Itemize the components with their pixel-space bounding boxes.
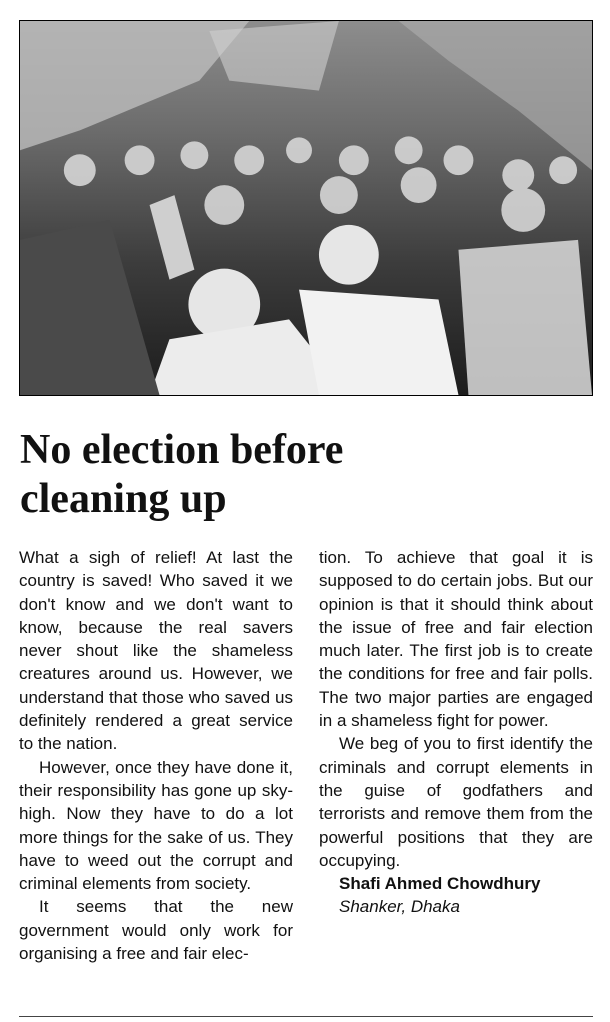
letter-column-right: [319, 546, 593, 919]
signature-name: Shafi Ahmed Chowdhury: [339, 874, 541, 894]
bottom-divider: [19, 1016, 593, 1017]
headline-line-2: cleaning up: [20, 476, 227, 522]
body-paragraph: However, once they have done it, their responsibility has gone up sky-high. Now they have to do a lot more things for the sake of us. They have to weed out the corrupt and criminal elements from society.: [19, 757, 293, 894]
body-paragraph: What a sigh of relief! At last the country is saved! Who saved it we don't know and we don't want to know, because the real savers never shout like the shameless creatures around us. However, we understand that those who saved us definitely rendered a great service to the nation.: [19, 548, 293, 754]
body-paragraph: tion. To achieve that goal it is supposed to do certain jobs. But our opinion is that it should think about the issue of free and fair election much later. The first job is to create the conditions for free and fair polls. The two major parties are engaged in a shameless fight for power.: [319, 548, 593, 731]
letter-column-left: [19, 546, 293, 965]
protest-crowd-image: [20, 21, 592, 395]
protest-photo: [19, 20, 593, 396]
body-paragraph: It seems that the new government would only work for organising a free and fair elec-: [19, 897, 293, 964]
signature-place: Shanker, Dhaka: [339, 897, 460, 917]
headline-line-1: No election before: [20, 427, 344, 473]
letter-headline: [20, 426, 590, 524]
body-paragraph: We beg of you to first identify the criminals and corrupt elements in the guise of godfathers and terrorists and remove them from the powerful positions that they are occupying.: [319, 734, 593, 870]
